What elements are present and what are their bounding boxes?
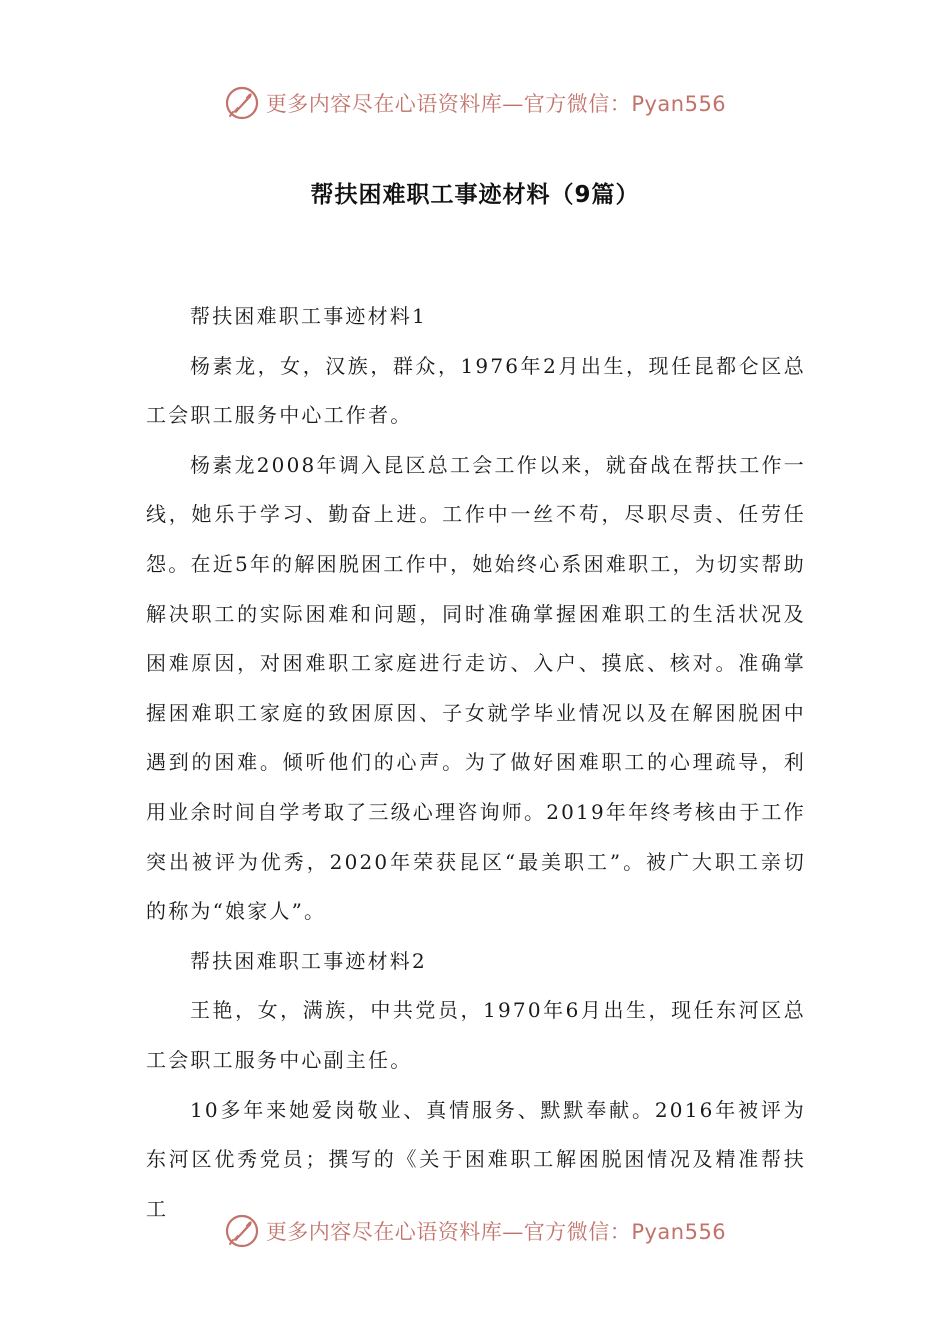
paragraph: 10多年来她爱岗敬业、真情服务、默默奉献。2016年被评为东河区优秀党员；撰写的《关于困难职工解困脱困情况及精准帮扶工 <box>146 1097 806 1221</box>
section-heading-1: 帮扶困难职工事迹材料1 <box>190 304 427 328</box>
quill-pen-logo-icon <box>224 1213 260 1249</box>
paragraph: 杨素龙，女，汉族，群众，1976年2月出生，现任昆都仑区总工会职工服务中心工作者。 <box>146 353 806 428</box>
banner-wechat-id: Pyan556 <box>631 1220 727 1244</box>
paragraph: 王艳，女，满族，中共党员，1970年6月出生，现任东河区总工会职工服务中心副主任。 <box>146 998 806 1072</box>
footer-banner <box>0 1206 950 1256</box>
document-body <box>146 292 806 1234</box>
banner-wechat-id: Pyan556 <box>631 92 727 116</box>
quill-pen-logo-icon <box>224 85 260 121</box>
paragraph: 杨素龙2008年调入昆区总工会工作以来，就奋战在帮扶工作一线，她乐于学习、勤奋上进。工作中一丝不苟，尽职尽责、任劳任怨。在近5年的解困脱困工作中，她始终心系困难职工，为切实帮助解决职工的实际困难和问题，同时准确掌握困难职工的生活状况及困难原因，对困难职工家庭进行走访、入户、摸底、核对。准确掌握困难职工家庭的致困原因、子女就学毕业情况以及在解困脱困中遇到的困难。倾听他们的心声。为了做好困难职工的心理疏导，利用业余时间自学考取了三级心理咨询师。2019年年终考核由于工作突出被评为优秀，2020年荣获昆区“最美职工”。被广大职工亲切的称为“娘家人”。 <box>146 452 806 924</box>
section-heading-2: 帮扶困难职工事迹材料2 <box>190 948 427 973</box>
banner-slogan: 更多内容尽在心语资料库—官方微信： <box>265 1220 632 1244</box>
banner-text <box>266 88 726 118</box>
banner-text <box>266 1216 726 1246</box>
banner-slogan: 更多内容尽在心语资料库—官方微信： <box>265 92 632 116</box>
header-banner <box>0 78 950 128</box>
document-title: 帮扶困难职工事迹材料（9篇） <box>310 182 640 208</box>
